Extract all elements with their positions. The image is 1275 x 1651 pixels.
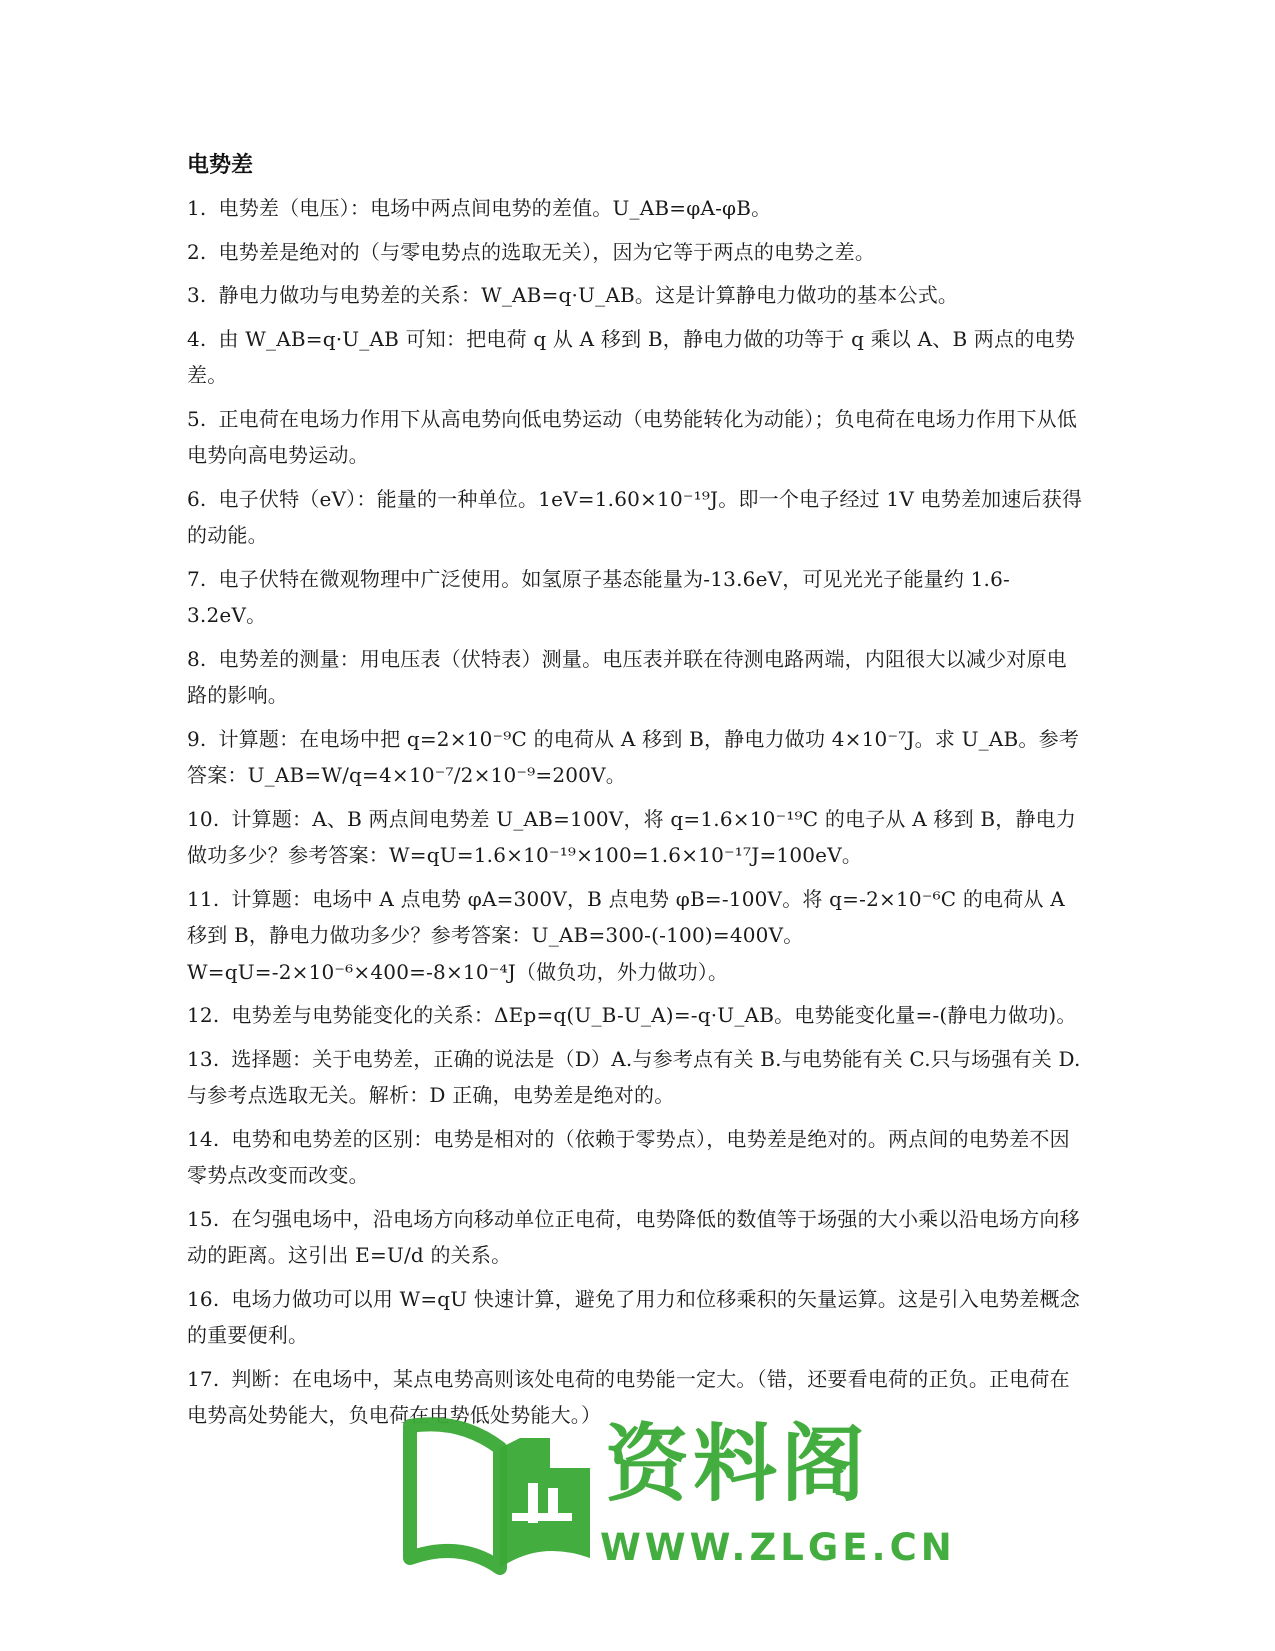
item-number: 15.: [187, 1206, 220, 1231]
list-item: [187, 801, 1087, 874]
item-text: 选择题：关于电势差，正确的说法是（D）A.与参考点有关 B.与电势能有关 C.只与场强有关 D.与参考点选取无关。解析：D 正确，电势差是绝对的。: [187, 1046, 1081, 1107]
item-text: 判断：在电场中，某点电势高则该处电荷的电势能一定大。（错，还要看电荷的正负。正电荷在电势高处势能大，负电荷在电势低处势能大。）: [187, 1366, 1070, 1427]
item-number: 3.: [187, 283, 207, 307]
item-number: 14.: [187, 1126, 220, 1151]
item-text: 在匀强电场中，沿电场方向移动单位正电荷，电势降低的数值等于场强的大小乘以沿电场方向移动的距离。这引出 E=U/d 的关系。: [187, 1206, 1080, 1267]
item-text: 正电荷在电场力作用下从高电势向低电势运动（电势能转化为动能）；负电荷在电场力作用下从低电势向高电势运动。: [187, 406, 1078, 467]
list-item: [187, 1281, 1087, 1354]
document-content: [187, 150, 1087, 1441]
item-text: 电势和电势差的区别：电势是相对的（依赖于零势点），电势差是绝对的。两点间的电势差不因零势点改变而改变。: [187, 1126, 1070, 1187]
list-item: [187, 1121, 1087, 1194]
item-text: 电势差与电势能变化的关系：ΔEp=q(U_B-U_A)=-q·U_AB。电势能变化量=-(静电力做功)。: [231, 1003, 1077, 1027]
item-number: 13.: [187, 1046, 220, 1071]
item-text: 电势差（电压）：电场中两点间电势的差值。U_AB=φA-φB。: [218, 196, 772, 220]
item-text: 静电力做功与电势差的关系：W_AB=q·U_AB。这是计算静电力做功的基本公式。: [218, 283, 959, 307]
list-item: [187, 321, 1087, 394]
list-item: [187, 481, 1087, 554]
item-number: 5.: [187, 406, 207, 431]
list-item: [187, 1041, 1087, 1114]
item-text: 电场力做功可以用 W=qU 快速计算，避免了用力和位移乘积的矢量运算。这是引入电势差概念的重要便利。: [187, 1286, 1080, 1347]
page-title: 电势差: [187, 153, 254, 178]
item-text: 电子伏特（eV）：能量的一种单位。1eV=1.60×10⁻¹⁹J。即一个电子经过 1V 电势差加速后获得的动能。: [187, 486, 1083, 547]
item-number: 16.: [187, 1286, 220, 1311]
item-text: 由 W_AB=q·U_AB 可知：把电荷 q 从 A 移到 B，静电力做的功等于 q 乘以 A、B 两点的电势差。: [187, 326, 1075, 387]
item-text: 计算题：在电场中把 q=2×10⁻⁹C 的电荷从 A 移到 B，静电力做功 4×10⁻⁷J。求 U_AB。参考答案：U_AB=W/q=4×10⁻⁷/2×10⁻⁹=200V。: [187, 726, 1080, 787]
list-item: [187, 277, 1087, 314]
item-number: 9.: [187, 726, 207, 751]
list-item: [187, 401, 1087, 474]
list-item: [187, 881, 1087, 991]
item-text: 计算题：电场中 A 点电势 φA=300V，B 点电势 φB=-100V。将 q=-2×10⁻⁶C 的电荷从 A 移到 B，静电力做功多少？参考答案：U_AB=300-(-100)=400V。W=qU=-2×10⁻⁶×400=-8×10⁻⁴J（做负功，外力做功）。: [187, 886, 1065, 984]
item-list: [187, 190, 1087, 1434]
item-number: 7.: [187, 566, 207, 591]
watermark-url: WWW.ZLGE.CN: [600, 1526, 956, 1569]
list-item: [187, 721, 1087, 794]
item-text: 电势差是绝对的（与零电势点的选取无关），因为它等于两点的电势之差。: [218, 239, 876, 264]
item-number: 12.: [187, 1003, 220, 1027]
list-item: [187, 561, 1087, 634]
list-item: [187, 234, 1087, 271]
book-icon: [400, 1408, 600, 1578]
list-item: [187, 641, 1087, 714]
list-item: [187, 190, 1087, 227]
item-number: 4.: [187, 326, 207, 351]
item-number: 2.: [187, 239, 207, 264]
item-number: 6.: [187, 486, 207, 511]
item-text: 电势差的测量：用电压表（伏特表）测量。电压表并联在待测电路两端，内阻很大以减少对原电路的影响。: [187, 646, 1067, 707]
item-number: 1.: [187, 196, 207, 220]
list-item: [187, 997, 1087, 1034]
item-number: 17.: [187, 1366, 220, 1391]
watermark: [400, 1408, 956, 1608]
item-number: 10.: [187, 806, 220, 831]
list-item: [187, 1201, 1087, 1274]
item-text: 电子伏特在微观物理中广泛使用。如氢原子基态能量为-13.6eV，可见光光子能量约 1.6-3.2eV。: [187, 566, 1010, 627]
item-number: 11.: [187, 886, 220, 911]
item-text: 计算题：A、B 两点间电势差 U_AB=100V，将 q=1.6×10⁻¹⁹C 的电子从 A 移到 B，静电力做功多少？参考答案：W=qU=1.6×10⁻¹⁹×100=1.6×10⁻¹⁷J=100eV。: [187, 806, 1077, 867]
watermark-brand: 资料阁: [605, 1415, 870, 1513]
item-number: 8.: [187, 646, 207, 671]
